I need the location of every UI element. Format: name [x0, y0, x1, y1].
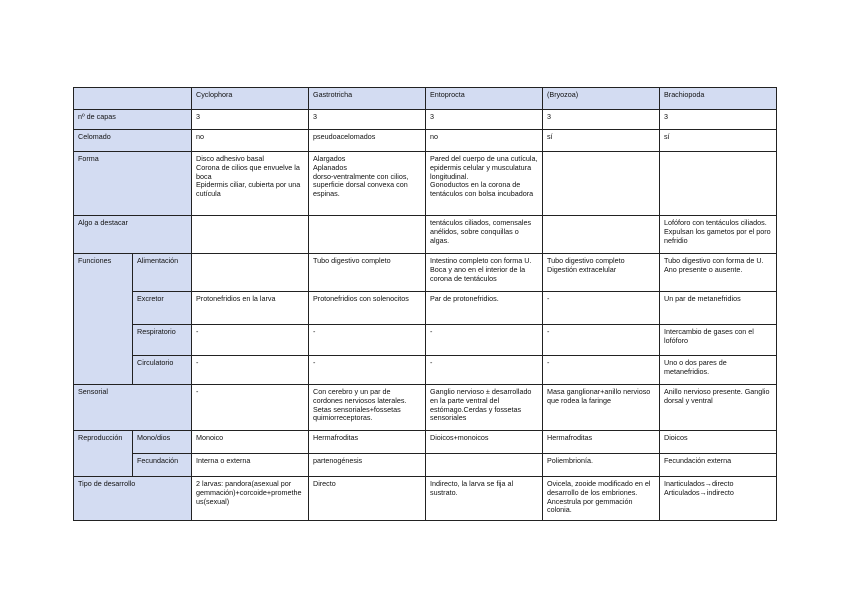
table-cell: Poliembrionía.	[543, 454, 660, 477]
table-cell	[192, 254, 309, 292]
row-label: Tipo de desarrollo	[74, 477, 192, 521]
table-cell: tentáculos ciliados, comensales anélidos, sobre conquillas o algas.	[426, 216, 543, 254]
table-cell: no	[426, 130, 543, 152]
table-cell: -	[192, 356, 309, 385]
table-cell: Lofóforo con tentáculos ciliados. Expulsan los gametos por el poro nefridio	[660, 216, 777, 254]
table-cell: Intestino completo con forma U. Boca y ano en el interior de la corona de tentáculos	[426, 254, 543, 292]
row-sublabel: Alimentación	[133, 254, 192, 292]
table-cell: -	[192, 325, 309, 356]
table-row	[74, 292, 777, 325]
table-row	[74, 356, 777, 385]
table-cell: Uno o dos pares de metanefridios.	[660, 356, 777, 385]
table-cell: Anillo nervioso presente. Ganglio dorsal y ventral	[660, 385, 777, 431]
table-cell: sí	[660, 130, 777, 152]
table-cell: Un par de metanefridios	[660, 292, 777, 325]
table-cell: Dioicos+monoicos	[426, 431, 543, 454]
table-cell: 2 larvas: pandora(asexual por gemmación)+corcoide+prometheus(sexual)	[192, 477, 309, 521]
table-cell: 3	[543, 110, 660, 130]
table-cell: partenogénesis	[309, 454, 426, 477]
column-header: Brachiopoda	[660, 88, 777, 110]
table-cell: -	[192, 385, 309, 431]
table-cell: Protonefridios con solenocitos	[309, 292, 426, 325]
table-cell: Intercambio de gases con el lofóforo	[660, 325, 777, 356]
table-cell: 3	[426, 110, 543, 130]
table-cell: 3	[309, 110, 426, 130]
table-cell: Protonefridios en la larva	[192, 292, 309, 325]
table-cell: no	[192, 130, 309, 152]
table-cell: Tubo digestivo con forma de U. Ano presente o ausente.	[660, 254, 777, 292]
table-cell: Interna o externa	[192, 454, 309, 477]
table-cell: Tubo digestivo completo	[309, 254, 426, 292]
row-label: Sensorial	[74, 385, 192, 431]
row-label: nº de capas	[74, 110, 192, 130]
header-corner-cell	[74, 88, 192, 110]
table-cell: Con cerebro y un par de cordones nerviosos laterales. Setas sensoriales+fossetas quimiorreceptoras.	[309, 385, 426, 431]
table-cell: sí	[543, 130, 660, 152]
table-cell: Monoico	[192, 431, 309, 454]
table-row	[74, 216, 777, 254]
table-cell: Ganglio nervioso ± desarrollado en la parte ventral del estómago.Cerdas y fossetas sensoriales	[426, 385, 543, 431]
table-cell	[543, 152, 660, 216]
table-cell	[426, 454, 543, 477]
row-label: Celomado	[74, 130, 192, 152]
table-row	[74, 130, 777, 152]
table-cell: Pared del cuerpo de una cutícula, epidermis celular y musculatura longitudinal. Gonoductos en la corona de tentáculos con bolsa incubadora	[426, 152, 543, 216]
table-cell: -	[543, 356, 660, 385]
table-cell: Ovicela, zooide modificado en el desarrollo de los embriones. Ancestrula por gemmación colonia.	[543, 477, 660, 521]
column-header: Entoprocta	[426, 88, 543, 110]
row-sublabel: Circulatorio	[133, 356, 192, 385]
row-label: Forma	[74, 152, 192, 216]
table-cell: Alargados Aplanados dorso-ventralmente con cilios, superficie dorsal convexa con espinas.	[309, 152, 426, 216]
comparison-table	[73, 87, 777, 521]
table-cell: Dioicos	[660, 431, 777, 454]
table-cell: Masa ganglionar+anillo nervioso que rodea la faringe	[543, 385, 660, 431]
row-group-label: Reproducción	[74, 431, 133, 477]
row-label: Algo a destacar	[74, 216, 192, 254]
table-row	[74, 385, 777, 431]
table-cell	[309, 216, 426, 254]
row-sublabel: Excretor	[133, 292, 192, 325]
table-cell: -	[543, 292, 660, 325]
header-row	[74, 88, 777, 110]
table-cell: pseudoacelomados	[309, 130, 426, 152]
table-cell: 3	[192, 110, 309, 130]
row-sublabel: Fecundación	[133, 454, 192, 477]
table-cell: Hermafroditas	[543, 431, 660, 454]
table-row	[74, 454, 777, 477]
table-cell: -	[426, 356, 543, 385]
table-cell: Indirecto, la larva se fija al sustrato.	[426, 477, 543, 521]
table-cell: -	[309, 325, 426, 356]
column-header: (Bryozoa)	[543, 88, 660, 110]
table-row	[74, 477, 777, 521]
table-row	[74, 254, 777, 292]
table-cell: 3	[660, 110, 777, 130]
table-row	[74, 325, 777, 356]
table-cell: Fecundación externa	[660, 454, 777, 477]
column-header: Cyclophora	[192, 88, 309, 110]
row-sublabel: Mono/dios	[133, 431, 192, 454]
row-group-label: Funciones	[74, 254, 133, 385]
table-cell: Hermafroditas	[309, 431, 426, 454]
table-row	[74, 431, 777, 454]
table-cell: Tubo digestivo completo Digestión extracelular	[543, 254, 660, 292]
table-cell: -	[309, 356, 426, 385]
table-cell: Directo	[309, 477, 426, 521]
table-row	[74, 110, 777, 130]
table-row	[74, 152, 777, 216]
table-cell: Disco adhesivo basal Corona de cilios que envuelve la boca Epidermis ciliar, cubierta por una cutícula	[192, 152, 309, 216]
table-cell	[543, 216, 660, 254]
table-cell	[660, 152, 777, 216]
table-cell: Inarticulados→directo Articulados→indirecto	[660, 477, 777, 521]
table-cell: -	[426, 325, 543, 356]
column-header: Gastrotricha	[309, 88, 426, 110]
table-cell: -	[543, 325, 660, 356]
row-sublabel: Respiratorio	[133, 325, 192, 356]
table-cell	[192, 216, 309, 254]
table-cell: Par de protonefridios.	[426, 292, 543, 325]
